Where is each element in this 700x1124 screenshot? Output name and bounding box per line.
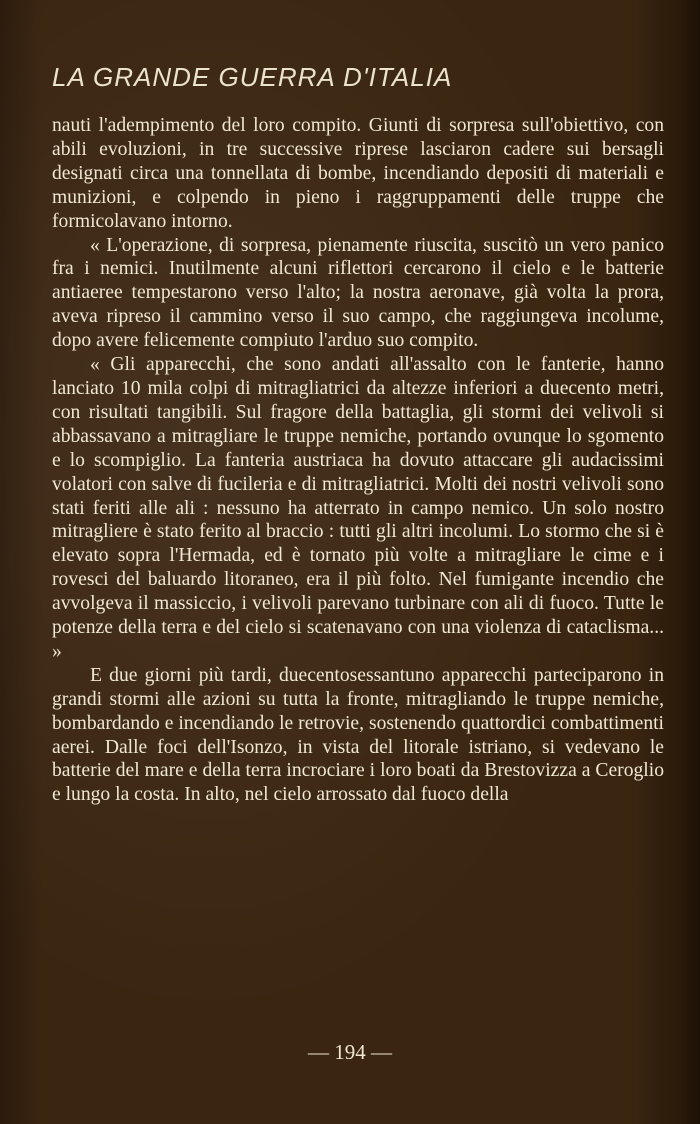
paragraph-1: nauti l'adempimento del loro compito. Giunti di sorpresa sull'obiettivo, con abili evoluzioni, in tre successive riprese lasciaron cadere sui bersagli designati circa una tonnellata di bombe, incendiando depositi di materiali e munizioni, e colpendo in pieno i raggruppamenti delle truppe che formicolavano intorno. bbox=[52, 115, 664, 232]
paragraph-4: E due giorni più tardi, duecentosessantuno apparecchi parteciparono in grandi stormi alle azioni su tutta la fronte, mitragliando le truppe nemiche, bombardando e incendiando le retrovie, sostenendo quattordici combattimenti aerei. Dalle foci dell'Isonzo, in vista del litorale istriano, si vedevano le batterie del mare e della terra incrociare i loro boati da Brestovizza a Ceroglio e lungo la costa. In alto, nel cielo arrossato dal fuoco della bbox=[52, 664, 664, 806]
page-number: — 194 — bbox=[308, 1040, 392, 1064]
body-text bbox=[52, 114, 664, 807]
running-title: LA GRANDE GUERRA D'ITALIA bbox=[52, 62, 453, 92]
paragraph-2: « L'operazione, di sorpresa, pienamente riuscita, suscitò un vero panico fra i nemici. Inutilmente alcuni riflettori cercarono il cielo e le batterie antiaeree tempestarono verso l'alto; la nostra aeronave, già volta la prora, aveva ripreso il cammino verso il suo campo, che raggiungeva incolume, dopo avere felicemente compiuto l'arduo suo compito. bbox=[52, 234, 664, 352]
paragraph-3: « Gli apparecchi, che sono andati all'assalto con le fanterie, hanno lanciato 10 mila colpi di mitragliatrici da altezze inferiori a duecento metri, con risultati tangibili. Sul fragore della battaglia, gli stormi dei velivoli si abbassavano a mitragliare le truppe nemiche, portando ovunque lo sgomento e lo scompiglio. La fanteria austriaca ha dovuto attaccare gli audacissimi volatori con salve di fucileria e di mitragliatrici. Molti dei nostri velivoli sono stati feriti alle ali : nessuno ha atterrato in campo nemico. Un solo nostro mitragliere è stato ferito al braccio : tutti gli altri incolumi. Lo stormo che si è elevato sopra l'Hermada, ed è tornato più volte a mitragliare le cime e i rovesci del baluardo litoraneo, era il più folto. Nel fumigante incendio che avvolgeva il massiccio, i velivoli parevano turbinare con ali di fuoco. Tutte le potenze della terra e del cielo si scatenavano con una violenza di cataclisma... » bbox=[52, 354, 664, 662]
